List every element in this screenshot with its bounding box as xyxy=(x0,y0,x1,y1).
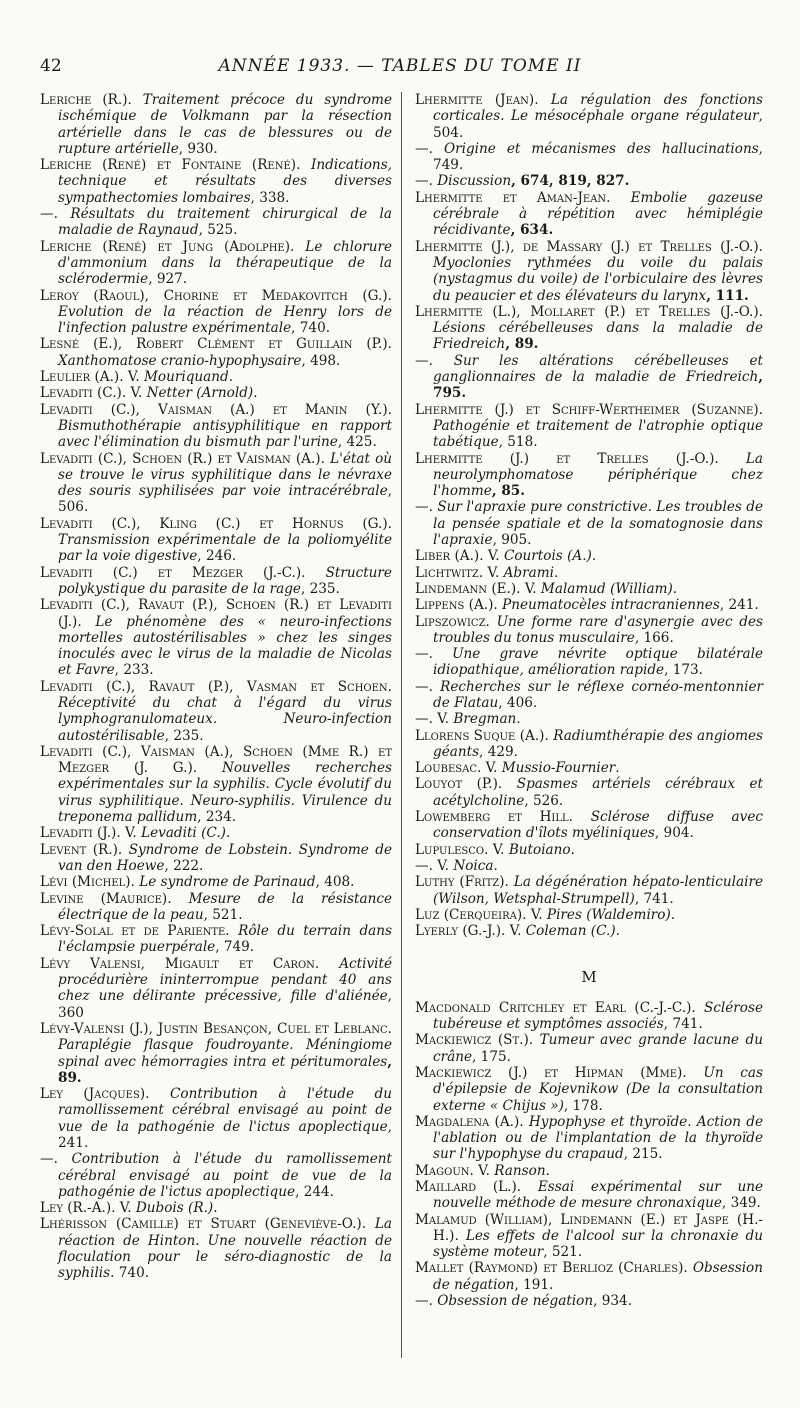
entry-author: —. xyxy=(40,206,58,223)
index-entry xyxy=(415,1163,763,1179)
entry-author: Macdonald Critchley et Earl (C.-J.-C.). xyxy=(415,999,696,1016)
entry-pages: , 338. xyxy=(250,189,290,206)
entry-pages: , 504. xyxy=(433,108,763,141)
page-header xyxy=(40,56,760,80)
entry-title: Butoiano xyxy=(508,841,571,858)
entry-pages: . xyxy=(253,385,258,402)
entry-pages: , 506. xyxy=(58,483,392,516)
entry-author: Luz (Cerqueira). V. xyxy=(415,906,543,923)
entry-title: Le chlorure d'ammonium dans la thérapeutique de la sclérodermie xyxy=(58,238,393,288)
right-column xyxy=(415,92,763,1309)
index-entry xyxy=(415,141,763,174)
index-entry xyxy=(415,1032,763,1065)
entry-author: Lhermitte (J.) et Schiff-Wertheimer (Suzanne). xyxy=(415,401,763,418)
entry-title: Mussio-Fournier xyxy=(501,760,616,777)
entry-author: Luthy (Fritz). xyxy=(415,874,509,891)
entry-author: —. xyxy=(415,678,433,695)
entry-title: La réaction de Hinton. Une nouvelle réaction de floculation pour le séro-diagnostic de la syphilis xyxy=(58,1216,392,1282)
entry-title: La dégénération hépato-lenticulaire (Wilson, Wetsphal-Strumpell) xyxy=(433,874,763,907)
entry-pages: , 241. xyxy=(719,597,759,614)
entry-pages: . xyxy=(493,857,498,874)
entry-title: Activité procédurière ininterrompue pendant 40 ans chez une délirante précessive, fille d'aliénée xyxy=(58,955,392,1005)
entry-pages: , 85. xyxy=(491,483,525,500)
entry-title: Contribution à l'étude du ramollissement cérébral envisagé au point de vue de la pathogénie de l'ictus apoplectique xyxy=(58,1151,392,1200)
index-entry xyxy=(415,614,763,647)
entry-pages: , 89. xyxy=(505,336,539,353)
entry-author: —. xyxy=(415,646,433,663)
entry-author: Levaditi (J.). V. xyxy=(40,825,137,842)
entry-author: Loubesac. V. xyxy=(415,760,498,777)
index-entry xyxy=(40,385,392,401)
entry-title: Tumeur avec grande lacune du crâne xyxy=(433,1032,763,1065)
entry-title: Sclérose diffuse avec conservation d'îlots myéliniques xyxy=(433,809,763,842)
index-entry xyxy=(415,760,763,776)
entry-author: Magoun. V. xyxy=(415,1162,490,1179)
index-entry xyxy=(40,206,392,239)
entry-title: Pathogénie et traitement de l'atrophie optique tabétique xyxy=(433,417,763,451)
entry-pages: , 741. xyxy=(663,1016,703,1033)
entry-author: Lindemann (E.). V. xyxy=(415,580,537,597)
entry-pages: , 521. xyxy=(203,906,243,923)
entry-pages: . xyxy=(225,825,231,842)
entry-author: Lupulesco. V. xyxy=(415,841,505,858)
entry-title: Une forme rare d'asynergie avec des troubles du tonus musculaire xyxy=(433,613,763,646)
entry-author: —. xyxy=(40,1151,58,1168)
entry-author: —. xyxy=(415,140,433,157)
entry-author: Lévy Valensi, Migault et Caron. xyxy=(40,955,320,972)
entry-pages: , 749. xyxy=(215,939,255,956)
entry-pages: , 429. xyxy=(479,743,518,760)
entry-title: Lésions cérébelleuses dans la maladie de Friedreich xyxy=(433,320,763,353)
index-entry xyxy=(40,1021,392,1086)
entry-title: Traitement précoce du syndrome ischémique de Volkmann par la résection artérielle dans le cas de blessures ou de rupture artérielle xyxy=(58,92,392,157)
index-entry xyxy=(415,1260,763,1293)
entry-pages: , 930. xyxy=(178,140,218,157)
entry-pages: . xyxy=(591,548,597,565)
entry-pages: , 241. xyxy=(58,1118,392,1151)
entry-title: Obsession de négation xyxy=(433,1260,763,1293)
entry-author: Ley (Jacques). xyxy=(40,1086,150,1103)
entry-pages: . xyxy=(670,906,676,923)
entry-pages: , 349. xyxy=(721,1195,761,1212)
index-entry xyxy=(415,646,763,679)
entry-pages: . xyxy=(516,711,521,728)
entry-pages: , 904. xyxy=(654,825,694,842)
index-entry xyxy=(40,1086,392,1151)
entry-pages: , 634. xyxy=(510,222,554,239)
entry-title: Bregman xyxy=(453,711,517,728)
entry-author: Mackiewicz (St.). xyxy=(415,1032,534,1049)
index-entry xyxy=(415,907,763,923)
right-column-entries xyxy=(415,92,763,939)
entry-title: Résultats du traitement chirurgical de la maladie de Raynaud xyxy=(58,206,392,239)
index-entry xyxy=(415,548,763,564)
index-entry xyxy=(40,157,392,206)
index-entry xyxy=(40,1151,392,1200)
entry-title: Les effets de l'alcool sur la chronaxie du système moteur xyxy=(433,1227,763,1261)
entry-author: Lévi (Michel). xyxy=(40,874,135,891)
entry-pages: , 89. xyxy=(58,1053,392,1086)
entry-author: Louyot (P.). xyxy=(415,776,503,793)
entry-title: Spasmes artériels cérébraux et acétylcholine xyxy=(433,776,763,809)
index-entry xyxy=(40,1216,392,1281)
entry-title: La neurolymphomatose périphérique chez l'homme xyxy=(433,450,763,500)
entry-pages: . xyxy=(672,580,678,597)
entry-pages: , 235. xyxy=(164,727,204,744)
column-divider xyxy=(401,92,402,1358)
index-entry xyxy=(415,1293,763,1309)
entry-pages: . xyxy=(615,760,620,777)
entry-title: Ranson xyxy=(494,1162,546,1179)
index-entry xyxy=(415,809,763,842)
entry-pages: , 233. xyxy=(114,662,154,679)
entry-pages: , 518. xyxy=(498,434,538,451)
index-entry xyxy=(415,451,763,500)
entry-title: Evolution de la réaction de Henry lors de l'infection palustre expérimentale xyxy=(58,303,392,337)
running-title: ANNÉE 1933. — TABLES DU TOME II xyxy=(218,56,582,76)
index-entry xyxy=(415,1179,763,1212)
entry-pages: , 521. xyxy=(543,1244,583,1261)
entry-title: Paraplégie flasque foudroyante. Méningiome spinal avec hémorragies intra et péritumorales xyxy=(58,1037,392,1070)
entry-title: Netter (Arnold) xyxy=(146,385,254,402)
index-entry xyxy=(415,1212,763,1261)
index-entry xyxy=(40,336,392,369)
entry-pages: , 425. xyxy=(337,434,377,451)
entry-pages: . xyxy=(545,1162,550,1179)
entry-pages: , 795. xyxy=(433,369,763,402)
entry-title: Le syndrome de Parinaud xyxy=(139,874,316,891)
entry-author: Lhermitte (Jean). xyxy=(415,92,539,108)
entry-pages: , 173. xyxy=(664,662,704,679)
entry-pages: , 525. xyxy=(198,222,238,239)
entry-pages: , 191. xyxy=(514,1276,554,1293)
entry-author: Llorens Suque (A.). xyxy=(415,727,549,744)
entry-pages: , 235. xyxy=(300,580,340,597)
entry-title: La régulation des fonctions corticales. Le mésocéphale organe régulateur xyxy=(433,92,764,125)
index-entry xyxy=(40,451,392,516)
entry-pages: , 934. xyxy=(593,1293,633,1310)
entry-title: Mesure de la résistance électrique de la peau xyxy=(58,890,393,923)
entry-title: Sur les altérations cérébelleuses et ganglionnaires de la maladie de Friedreich xyxy=(433,352,763,386)
entry-title: Courtois (A.) xyxy=(503,548,592,565)
entry-author: —. xyxy=(415,1293,433,1310)
entry-title: Mouriquand xyxy=(143,369,229,386)
index-entry xyxy=(415,597,763,613)
entry-title: Abrami xyxy=(503,564,554,581)
entry-title: Structure polykystique du parasite de la rage xyxy=(58,564,392,597)
entry-title: Nouvelles recherches expérimentales sur la syphilis. Cycle évolutif du virus syphilitique. Neuro-syphilis. Virulence du treponema pallidum xyxy=(58,760,392,826)
entry-title: Radiumthérapie des angiomes géants xyxy=(433,727,763,760)
entry-author: —. xyxy=(415,499,433,516)
entry-pages: . xyxy=(553,564,559,581)
entry-title: Sur l'apraxie pure constrictive. Les troubles de la pensée spatiale et de la somatognosie dans l'apraxie xyxy=(433,499,763,549)
entry-title: Hypophyse et thyroïde. Action de l'ablation ou de l'implantation de la thyroïde sur l'hypophyse du crapaud xyxy=(433,1113,763,1163)
entry-title: Essai expérimental sur une nouvelle méthode de mesure chronaxique xyxy=(433,1179,764,1212)
entry-pages: , 244. xyxy=(295,1183,334,1200)
entry-pages: , 360 xyxy=(58,988,392,1021)
entry-title: Malamud (William) xyxy=(540,580,673,597)
index-entry xyxy=(40,402,392,451)
index-entry xyxy=(40,92,392,157)
index-entry xyxy=(415,173,763,189)
entry-title: Xanthomatose cranio-hypophysaire xyxy=(58,352,302,369)
index-entry xyxy=(40,239,392,288)
entry-author: Maillard (L.). xyxy=(415,1179,522,1195)
index-entry xyxy=(415,728,763,761)
index-entry xyxy=(415,1000,763,1033)
entry-author: Leriche (R.). xyxy=(40,92,132,108)
entry-author: Levaditi (C.). V. xyxy=(40,385,143,402)
entry-pages: . 740. xyxy=(110,1265,150,1282)
entry-author: Lhermitte et Aman-Jean. xyxy=(415,189,611,206)
entry-pages: . xyxy=(570,841,575,858)
entry-author: Levine (Maurice). xyxy=(40,890,172,907)
entry-pages: , 234. xyxy=(197,809,237,826)
entry-pages: , 740. xyxy=(291,320,331,337)
entry-pages: , 111. xyxy=(706,287,749,304)
entry-author: Lichtwitz. V. xyxy=(415,564,500,581)
entry-author: Liber (A.). V. xyxy=(415,548,500,565)
entry-author: Leriche (René) et Jung (Adolphe). xyxy=(40,238,295,255)
entry-author: —. xyxy=(415,352,433,369)
entry-pages: . xyxy=(228,369,234,386)
index-entry xyxy=(415,565,763,581)
page-number: 42 xyxy=(40,56,62,76)
entry-title: Rôle du terrain dans l'éclampsie puerpérale xyxy=(58,923,392,956)
entry-pages: . xyxy=(213,1200,218,1217)
entry-pages: , 927. xyxy=(148,271,188,288)
entry-pages: , 215. xyxy=(623,1146,663,1163)
entry-pages: , 166. xyxy=(634,629,674,646)
entry-title: Sclérose tubéreuse et symptômes associés xyxy=(433,999,763,1033)
index-entry xyxy=(415,679,763,712)
index-entry xyxy=(415,499,763,548)
index-entry xyxy=(415,304,763,353)
entry-title: L'état où se trouve le virus syphilitique dans le névraxe des souris syphilisées par voie intracérébrale xyxy=(58,450,393,500)
entry-title: Réceptivité du chat à l'égard du virus lymphogranulomateux. Neuro-infection autostérilisable xyxy=(58,694,392,744)
entry-author: Lévy-Valensi (J.), Justin Besançon, Cuel et Leblanc. xyxy=(40,1020,392,1037)
index-entry xyxy=(40,1200,392,1216)
entry-title: Recherches sur le réflexe cornéo-mentonnier de Flatau xyxy=(433,678,763,711)
entry-title: Dubois (R.) xyxy=(135,1200,214,1217)
entry-title: Indications, technique et résultats des diverses sympathectomies lombaires xyxy=(58,157,392,206)
entry-author: —. V. xyxy=(415,857,449,874)
index-entry xyxy=(415,923,763,939)
entry-author: Malamud (William), Lindemann (E.) et Jaspe (H.-H.). xyxy=(415,1211,763,1244)
entry-title: Une grave névrite optique bilatérale idiopathique, amélioration rapide xyxy=(433,646,763,679)
entry-author: Lhérisson (Camille) et Stuart (Geneviève-O.). xyxy=(40,1216,367,1233)
entry-title: Pires (Waldemiro) xyxy=(546,906,671,923)
entry-author: Levaditi (C.) et Mezger (J.-C.). xyxy=(40,564,306,581)
index-entry xyxy=(40,842,392,875)
entry-pages: , 526. xyxy=(524,792,564,809)
entry-title: Contribution à l'étude du ramollissement cérébral envisagé au point de vue de la pathogénie de l'ictus apoplectique xyxy=(58,1086,393,1135)
index-entry xyxy=(40,891,392,924)
index-entry xyxy=(415,776,763,809)
index-entry xyxy=(415,711,763,727)
entry-author: Levent (R.). xyxy=(40,841,123,858)
entry-title: Un cas d'épilepsie de Kojevnikow (De la consultation externe « Chijus ») xyxy=(433,1064,763,1114)
entry-author: Lhermitte (J.) et Trelles (J.-O.). xyxy=(415,450,719,467)
entry-title: Bismuthothérapie antisyphilitique en rapport avec l'élimination du bismuth par l'urine xyxy=(58,417,392,451)
index-entry xyxy=(415,402,763,451)
entry-author: Lyerly (G.-J.). V. xyxy=(415,923,522,940)
entry-title: Le phénomène des « neuro-infections mortelles autostérilisables » chez les singes inoculés avec le virus de la maladie de Nicolas et Favre xyxy=(58,613,392,679)
index-entry xyxy=(415,1065,763,1114)
entry-author: Lowemberg et Hill. xyxy=(415,809,573,826)
entry-pages: , 674, 819, 827. xyxy=(511,173,630,190)
entry-author: Levaditi (C.), Kling (C.) et Hornus (G.). xyxy=(40,515,392,532)
index-entry xyxy=(40,874,392,890)
entry-title: Obsession de négation xyxy=(437,1293,594,1310)
entry-pages: , 246. xyxy=(197,548,237,565)
entry-title: Coleman (C.) xyxy=(525,923,616,940)
index-entry xyxy=(415,842,763,858)
entry-pages: , 749. xyxy=(433,140,763,174)
index-entry xyxy=(40,825,392,841)
entry-author: Lipszowicz. xyxy=(415,613,490,630)
entry-author: Lhermitte (L.), Mollaret (P.) et Trelles (J.-O.). xyxy=(415,303,763,320)
index-entry xyxy=(40,597,392,678)
entry-title: Pneumatocèles intracraniennes xyxy=(502,597,720,614)
entry-pages: , 178. xyxy=(563,1097,603,1114)
index-entry xyxy=(40,923,392,956)
index-entry xyxy=(415,92,763,141)
entry-author: Leulier (A.). V. xyxy=(40,369,140,386)
entry-title: Transmission expérimentale de la poliomyélite par la voie digestive xyxy=(58,532,392,565)
left-column xyxy=(40,92,392,1282)
entry-pages: , 741. xyxy=(634,890,674,907)
index-entry xyxy=(40,956,392,1021)
entry-author: Magdalena (A.). xyxy=(415,1113,524,1130)
entry-author: Levaditi (C.), Vaisman (A.) et Manin (Y.). xyxy=(40,401,392,418)
entry-title: Myoclonies rythmées du voile du palais (nystagmus du voile) de l'orbiculaire des lèvres du peaucier et des élévateurs du larynx xyxy=(433,254,763,304)
index-entry xyxy=(40,679,392,744)
entry-author: Mallet (Raymond) et Berlioz (Charles). xyxy=(415,1260,688,1277)
entry-author: Mackiewicz (J.) et Hipman (Mme). xyxy=(415,1064,687,1081)
index-entry xyxy=(415,239,763,304)
entry-pages: , 222. xyxy=(164,857,204,874)
index-entry xyxy=(40,288,392,337)
entry-pages: , 905. xyxy=(492,532,532,549)
index-entry xyxy=(415,874,763,907)
entry-author: Ley (R.-A.). V. xyxy=(40,1200,132,1217)
entry-pages: , 408. xyxy=(315,874,355,891)
entry-title: Discussion xyxy=(437,173,512,190)
entry-author: Levaditi (C.), Schoen (R.) et Vaisman (A.). xyxy=(40,450,325,467)
entry-author: Levaditi (C.), Ravaut (P.), Vasman et Schoen. xyxy=(40,678,392,695)
index-entry xyxy=(415,581,763,597)
index-entry xyxy=(415,353,763,402)
index-entry xyxy=(40,744,392,825)
index-entry xyxy=(415,1114,763,1163)
entry-title: Syndrome de Lobstein. Syndrome de van den Hoewe xyxy=(58,841,392,874)
entry-author: Lhermitte (J.), de Massary (J.) et Trelles (J.-O.). xyxy=(415,238,763,255)
entry-title: Levaditi (C.) xyxy=(141,825,226,842)
entry-title: Noica xyxy=(453,857,494,874)
index-entry xyxy=(40,565,392,598)
entry-author: —. V. xyxy=(415,711,449,728)
entry-title: Origine et mécanismes des hallucinations xyxy=(443,140,759,157)
section-letter-m: M xyxy=(581,968,597,987)
entry-author: Lippens (A.). xyxy=(415,597,498,614)
entry-pages: , 498. xyxy=(301,352,341,369)
index-entry xyxy=(40,369,392,385)
entry-author: Lévy-Solal et de Pariente. xyxy=(40,923,230,940)
section-m-entries xyxy=(415,1000,763,1310)
index-entry xyxy=(415,190,763,239)
entry-pages: , 175. xyxy=(472,1048,511,1065)
entry-author: Leriche (René) et Fontaine (René). xyxy=(40,157,301,174)
entry-pages: . xyxy=(615,923,620,940)
index-entry xyxy=(415,858,763,874)
entry-author: Levaditi (C.), Ravaut (P.), Schoen (R.) et Levaditi (J.). xyxy=(40,597,392,630)
entry-author: Leroy (Raoul), Chorine et Medakovitch (G.). xyxy=(40,287,392,304)
entry-author: —. xyxy=(415,173,433,190)
index-entry xyxy=(40,516,392,565)
entry-author: Lesné (E.), Robert Clément et Guillain (P.). xyxy=(40,336,392,353)
entry-pages: , 406. xyxy=(498,694,538,711)
entry-title: Embolie gazeuse cérébrale à répétition avec hémiplégie récidivante xyxy=(433,189,763,239)
entry-author: Levaditi (C.), Vaisman (A.), Schoen (Mme R.) et Mezger (J. G.). xyxy=(40,743,392,777)
